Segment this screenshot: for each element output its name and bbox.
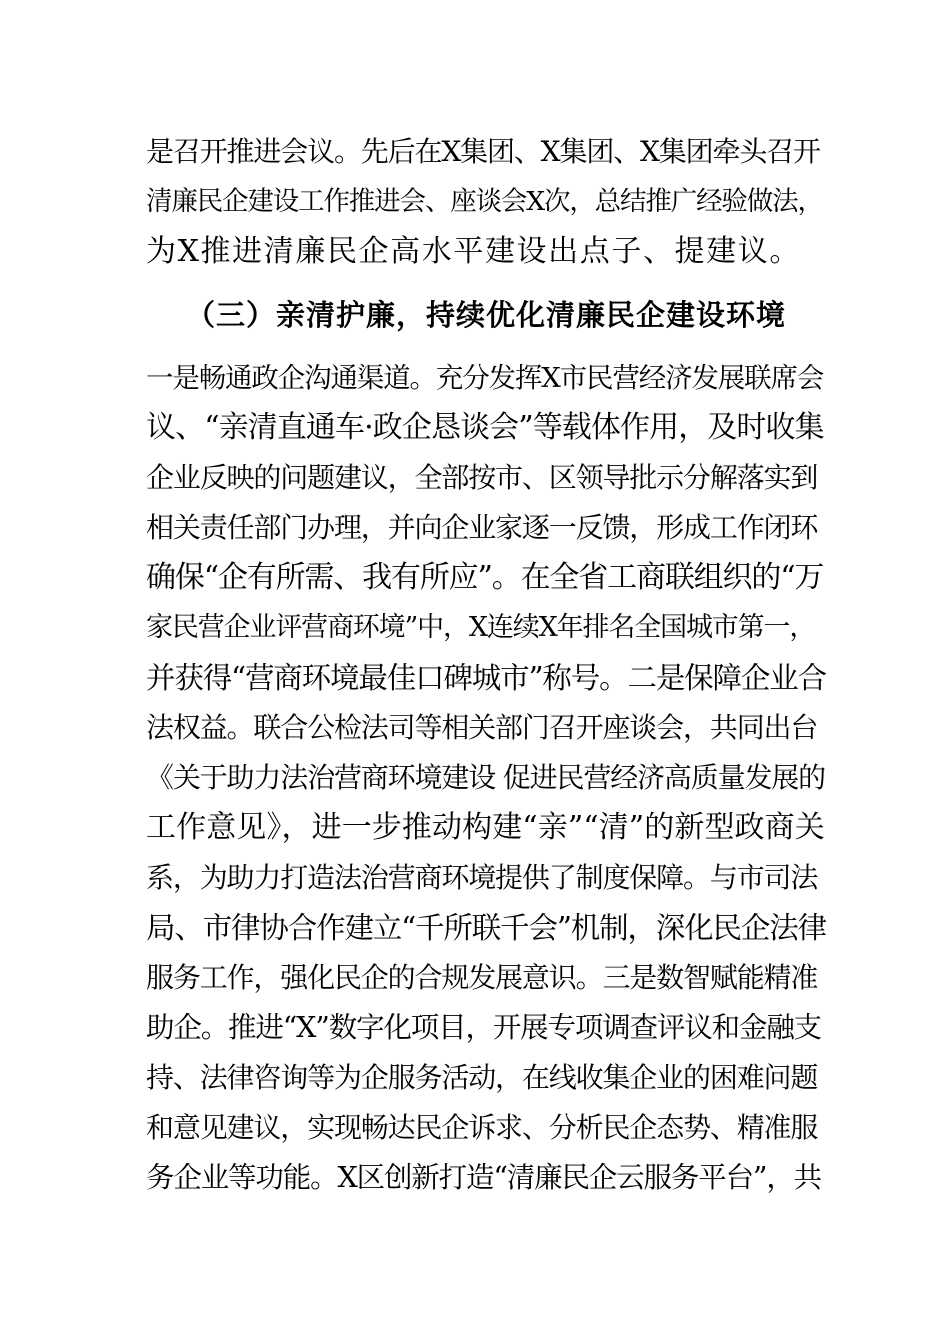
paragraph-line: 相关责任部门办理，并向企业家逐一反馈，形成工作闭环 — [146, 511, 818, 544]
paragraph-line: 助企。推进“X”数字化项目，开展专项调查评议和金融支 — [146, 1011, 822, 1044]
paragraph-line: 企业反映的问题建议，全部按市、区领导批示分解落实到 — [146, 461, 818, 494]
paragraph-line: 工作意见》，进一步推动构建“亲”“清”的新型政商关 — [146, 810, 825, 845]
paragraph-line: 《关于助力法治营商环境建设 促进民营经济高质量发展的 — [146, 761, 826, 794]
paragraph-line: 服务工作，强化民企的合规发展意识。三是数智赋能精准 — [146, 961, 818, 994]
paragraph-line: 务企业等功能。X区创新打造“清廉民企云服务平台”，共 — [146, 1161, 822, 1194]
section-heading: （三）亲清护廉，持续优化清廉民企建设环境 — [186, 298, 787, 332]
paragraph-line: 法权益。联合公检法司等相关部门召开座谈会，共同出台 — [146, 711, 818, 744]
paragraph-line: 和意见建议，实现畅达民企诉求、分析民企态势、精准服 — [146, 1111, 818, 1144]
paragraph-line: 是召开推进会议。先后在X集团、X集团、X集团牵头召开 — [146, 135, 820, 168]
paragraph-line: 持、法律咨询等为企服务活动，在线收集企业的困难问题 — [146, 1061, 818, 1094]
paragraph-line: 清廉民企建设工作推进会、座谈会X次，总结推广经验做法， — [146, 186, 823, 217]
paragraph-line: 局、市律协合作建立“千所联千会”机制，深化民企法律 — [146, 911, 826, 945]
paragraph-line: 系，为助力打造法治营商环境提供了制度保障。与市司法 — [146, 861, 818, 894]
paragraph-line: 一是畅通政企沟通渠道。充分发挥X市民营经济发展联席会 — [146, 362, 824, 394]
paragraph-line: 确保“企有所需、我有所应”。在全省工商联组织的“万 — [146, 560, 824, 595]
paragraph-line: 议、“亲清直通车·政企恳谈会”等载体作用，及时收集 — [146, 410, 824, 445]
paragraph-line: 家民营企业评营商环境”中，X连续X年排名全国城市第一， — [146, 612, 816, 643]
paragraph-line: 并获得“营商环境最佳口碑城市”称号。二是保障企业合 — [146, 661, 826, 695]
paragraph-line: 为X推进清廉民企高水平建设出点子、提建议。 — [146, 234, 801, 269]
